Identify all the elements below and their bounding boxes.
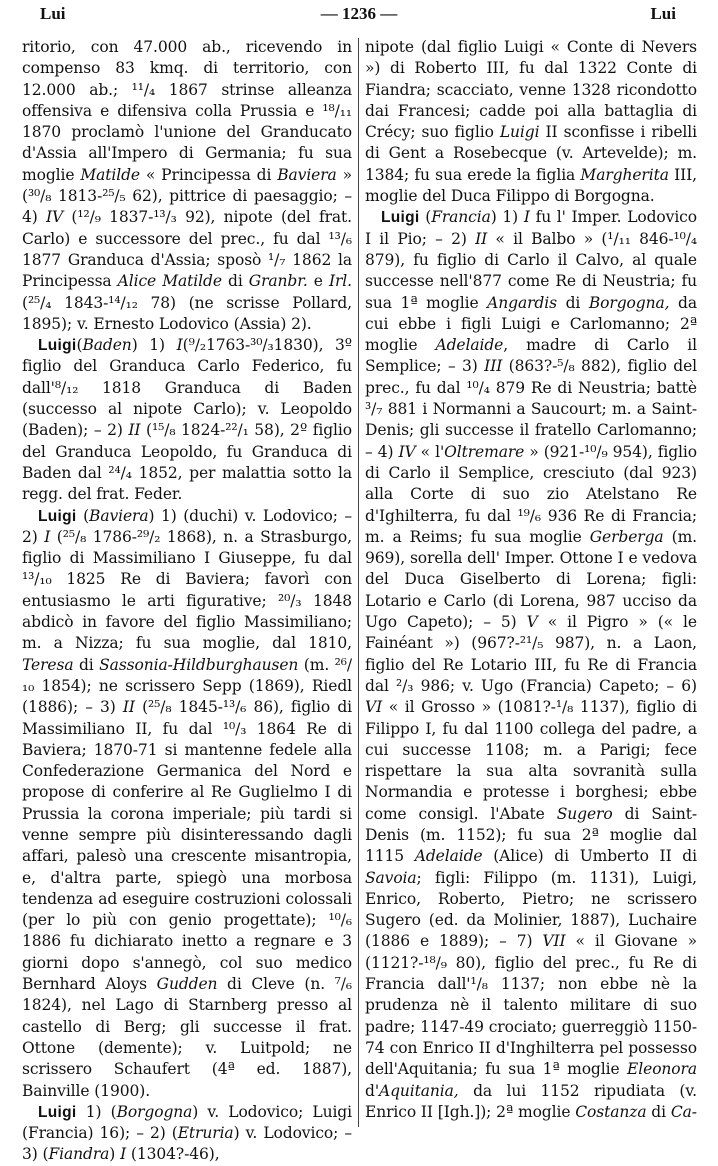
italic-text: Francia — [431, 208, 491, 227]
italic-text: Borgogna — [116, 1102, 193, 1121]
italic-text: IV — [46, 208, 64, 227]
body-text: « il Balbo » (¹/₁₁ 846-¹⁰/₄ 879), fu figlio di Carlo il Calvo, al quale successe nell'877 come Re di Neustria; fu sua 1ª moglie — [365, 229, 697, 312]
italic-text: VII — [542, 932, 566, 951]
body-text: ( — [419, 208, 432, 227]
body-text: (1304?-46), — [126, 1145, 220, 1164]
body-text: ) v. Lodovico; – 3) ( — [22, 1124, 352, 1164]
italic-text: II — [475, 229, 488, 248]
body-text: II sconfisse i ribelli di Gent a Rosebecque (v. Artevelde); m. 1384; fu sua erede la figlia — [365, 123, 698, 184]
italic-text: Borgogna, — [588, 293, 670, 312]
entry-paragraph — [22, 1102, 352, 1166]
body-text: fu l' Imper. Lodovico I il Pio; – 2) — [365, 208, 697, 248]
italic-text: Eleonora — [627, 1060, 697, 1079]
body-text: III, moglie del Duca Filippo di Borgogna. — [365, 165, 697, 206]
body-text: (863?-⁵/₈ 882), figlio del prec., fu dal ¹⁰/₄ 879 Re di Neustria; battè ³/₇ 881 i Normanni a Saucourt; m. a Saint-Denis; gli successe il fratello Carlomanno; – 4) — [365, 357, 697, 461]
body-text: ) 1) — [131, 336, 177, 355]
italic-text: Teresa — [22, 655, 74, 674]
italic-text: Gudden — [156, 975, 218, 994]
italic-text: III — [484, 357, 503, 376]
italic-text: Fiandra — [48, 1145, 110, 1164]
italic-text: Etruria — [177, 1124, 234, 1143]
italic-text: Margherita — [580, 165, 669, 184]
italic-text: Baden — [82, 336, 132, 355]
italic-text: VI — [365, 698, 383, 717]
body-text: di Cleve (n. ⁷/₆ 1824), nel Lago di Starnberg presso al castello di Berg; gli successe il frat. Ottone (demente); v. Luitpold; ne scrissero Schaufert (4ª ed. 1887), Bainville (1900). — [22, 975, 353, 1100]
italic-text: Luigi — [499, 123, 540, 142]
italic-text: I — [120, 1145, 127, 1164]
italic-text: I — [176, 336, 183, 355]
body-text: di — [221, 272, 249, 291]
body-text: (²⁵/₈ 1845-¹³/₆ 86), figlio di Massimiliano II, fu dal ¹⁰/₃ 1864 Re di Baviera; 1870-71 si mantenne fedele alla Confederazione Germanica del Nord e propose di conferire al Re Guglielmo I di Prussia la corona imperiale; più tardi si venne sempre più disinteressando dagli affari, palesò una crescente misantropia, e, d'altra parte, spiegò una morbosa tendenza ad eseguire costruzioni colossali (per lo più con genio progettate); ¹⁰/₆ 1886 fu dichiarato inetto a regnare e 3 giorni dopo s'annegò, col suo medico Bernhard Aloys — [22, 698, 352, 994]
entry-paragraph — [22, 506, 352, 1102]
right-column — [365, 37, 697, 1123]
body-text: di Saint-Denis (m. 1152); fu sua 2ª moglie dal 1115 — [365, 804, 698, 866]
entry-headword: Luigi — [38, 337, 77, 355]
column-divider — [358, 38, 359, 1127]
entry-paragraph — [365, 207, 697, 1123]
body-text: (²⁵/₄ 1843-¹⁴/₁₂ 78) (ne scrisse Pollard, 1895); v. Ernesto Lodovico (Assia) 2). — [22, 293, 352, 333]
italic-text: Gerberga — [589, 527, 664, 546]
italic-text: II — [128, 421, 141, 440]
entry-paragraph — [365, 37, 697, 207]
body-text: (¹⁵/₈ 1824-²²/₁ 58), 2º figlio del Granduca Leopoldo, fu Granduca di Baden dal ²⁴/₄ 1852, per malattia sotto la regg. del frat. Feder. — [22, 421, 352, 504]
body-text: (m. 969), sorella dell' Imper. Ottone I e vedova del Duca Giselberto di Lorena; figli: Lotario e Carlo (di Lorena, 987 ucciso da Ugo Capeto); – 5) — [365, 527, 697, 632]
italic-text: I — [44, 527, 51, 546]
body-text: (⁹/₂1763-³⁰/₃1830), 3º figlio del Granduca Carlo Federico, fu dall'⁸/₁₂ 1818 Granduca di Baden (successo al nipote Carlo); v. Leopoldo (Baden); – 2) — [22, 336, 352, 440]
italic-text: I — [523, 208, 530, 227]
italic-text: V — [526, 613, 538, 632]
body-text: di — [73, 655, 100, 674]
body-text: « Principessa di — [140, 165, 278, 184]
entry-headword: Luigi — [38, 507, 77, 525]
body-text: nipote (dal figlio Luigi « Conte di Nevers ») di Roberto III, fu dal 1322 Conte di Fiandra; scacciato, venne 1328 ricondotto dai Francesi; cadde poi alla battaglia di Crécy; suo figlio — [365, 38, 697, 142]
body-text: (m. ²⁶/₁₀ 1854); ne scrissero Sepp (1869), Riedl (1886); – 3) — [22, 655, 352, 717]
italic-text: Adelaide — [414, 847, 483, 866]
body-text: ( — [76, 336, 83, 355]
italic-text: Sugero — [556, 804, 613, 823]
body-text: ( — [76, 506, 90, 525]
body-text: « il Giovane » (1121?-¹⁸/₉ 80), figlio del prec., fu Re di Francia dall'¹/₈ 1137; non ebbe nè la prudenza nè il talento militare di suo padre; 1147-49 crociato; guerreggiò 1150-74 con Enrico II d'Inghilterra pel possesso dell'Aquitania; fu sua 1ª moglie — [365, 932, 697, 1079]
italic-text: Matilde — [80, 165, 140, 184]
italic-text: Baviera — [89, 506, 149, 525]
body-text: , madre di Carlo il Semplice; – 3) — [365, 336, 697, 376]
italic-text: Aquitania, — [378, 1081, 459, 1100]
running-head — [22, 4, 696, 28]
left-column — [22, 37, 352, 1166]
entry-paragraph — [22, 37, 352, 335]
body-text: » (³⁰/₈ 1813-²⁵/₅ 62), pittrice di paesaggio; – 4) — [22, 165, 352, 227]
italic-text: Angardis — [487, 293, 557, 312]
body-text: » (921-¹⁰/₉ 954), figlio di Carlo il Semplice, cresciuto (dal 923) alla Corte di suo zio Atelstano Re d'Ighilterra, fu dal ¹⁹/₆ 936 Re di Francia; m. a Reims; fu sua moglie — [365, 442, 697, 546]
body-text: (¹²/₉ 1837-¹³/₃ 92), nipote (del frat. Carlo) e successore del prec., fu dal ¹³/₆ 1877 Granduca d'Assia; sposò ¹/₇ 1862 la Principessa — [22, 208, 352, 291]
body-text: « il Grosso » (1081?-¹/₈ 1137), figlio di Filippo I, fu dal 1100 collega del padre, a cui successe 1108; m. a Parigi; fece rispettare la sua alta sovranità sulla Normandia e protesse i borghesi; ebbe come consigl. l'Abate — [365, 698, 697, 823]
entry-paragraph — [22, 335, 352, 505]
italic-text: Alice Matilde — [117, 272, 222, 291]
body-text: ) — [109, 1145, 121, 1164]
italic-text: Costanza — [575, 1102, 647, 1121]
body-text: da lui 1152 ripudiata (v. Enrico II [Igh.]); 2ª moglie — [365, 1081, 697, 1121]
body-text: da cui ebbe i figli Luigi e Carlomanno; 2ª moglie — [365, 293, 698, 355]
body-text: d' — [365, 1081, 379, 1100]
header-right-keyword: Lui — [650, 4, 676, 23]
body-text: ) 1) (duchi) v. Lodovico; – 2) — [22, 506, 353, 546]
entry-headword: Luigi — [381, 209, 420, 227]
body-text: (Alice) di Umberto II di — [482, 847, 697, 866]
italic-text: Adelaide — [435, 336, 504, 355]
body-text: ritorio, con 47.000 ab., ricevendo in compenso 83 kmq. di territorio, con 12.000 ab.; ¹¹/₄ 1867 strinse alleanza offensiva e difensiva colla Prussia e ¹⁸/₁₁ 1870 proclamò l'unione del Granducato d'Assia all'Impero di Germania; fu sua moglie — [22, 38, 352, 184]
body-text: « il Pigro » (« le Fainéant ») (967?-²¹/₅ 987), n. a Laon, figlio del Re Lotario III, fu Re di Francia dal ²/₃ 986; v. Ugo (Francia) Capeto; – 6) — [365, 613, 697, 695]
italic-text: Ca- — [670, 1102, 697, 1121]
italic-text: IV — [398, 442, 416, 461]
body-text: di — [646, 1102, 671, 1121]
italic-text: Granbr. — [248, 272, 308, 291]
body-text: 1) ( — [76, 1102, 117, 1121]
italic-text: Irl. — [328, 272, 352, 291]
body-text: di — [556, 293, 589, 312]
body-text: ; figli: Filippo (m. 1131), Luigi, Enrico, Roberto, Pietro; ne scrissero Sugero (ed. da Molinier, 1887), Luchaire (1886 e 1889); – 7) — [365, 868, 697, 951]
italic-text: Baviera — [277, 165, 337, 184]
italic-text: Sassonia-Hildburghausen — [99, 655, 299, 674]
body-text: ) v. Lodovico; Luigi (Francia) 16); – 2) ( — [22, 1102, 352, 1143]
body-text: e — [307, 272, 329, 291]
italic-text: Oltremare — [444, 442, 525, 461]
body-text: ) 1) — [490, 208, 524, 227]
header-left-keyword: Lui — [40, 4, 66, 23]
italic-text: Savoia — [365, 868, 417, 887]
italic-text: II — [122, 698, 135, 717]
body-text: (²⁵/₈ 1786-²⁹/₂ 1868), n. a Strasburgo, figlio di Massimiliano I Giuseppe, fu dal ¹³/₁₀ 1825 Re di Baviera; favorì con entusiasmo le arti figurative; ²⁰/₃ 1848 abdicò in favore del figlio Massimiliano; m. a Nizza; fu sua moglie, dal 1810, — [22, 527, 352, 653]
page-number: — 1236 — — [320, 4, 398, 23]
entry-headword: Luigi — [38, 1103, 77, 1121]
body-text: « l' — [415, 442, 445, 461]
